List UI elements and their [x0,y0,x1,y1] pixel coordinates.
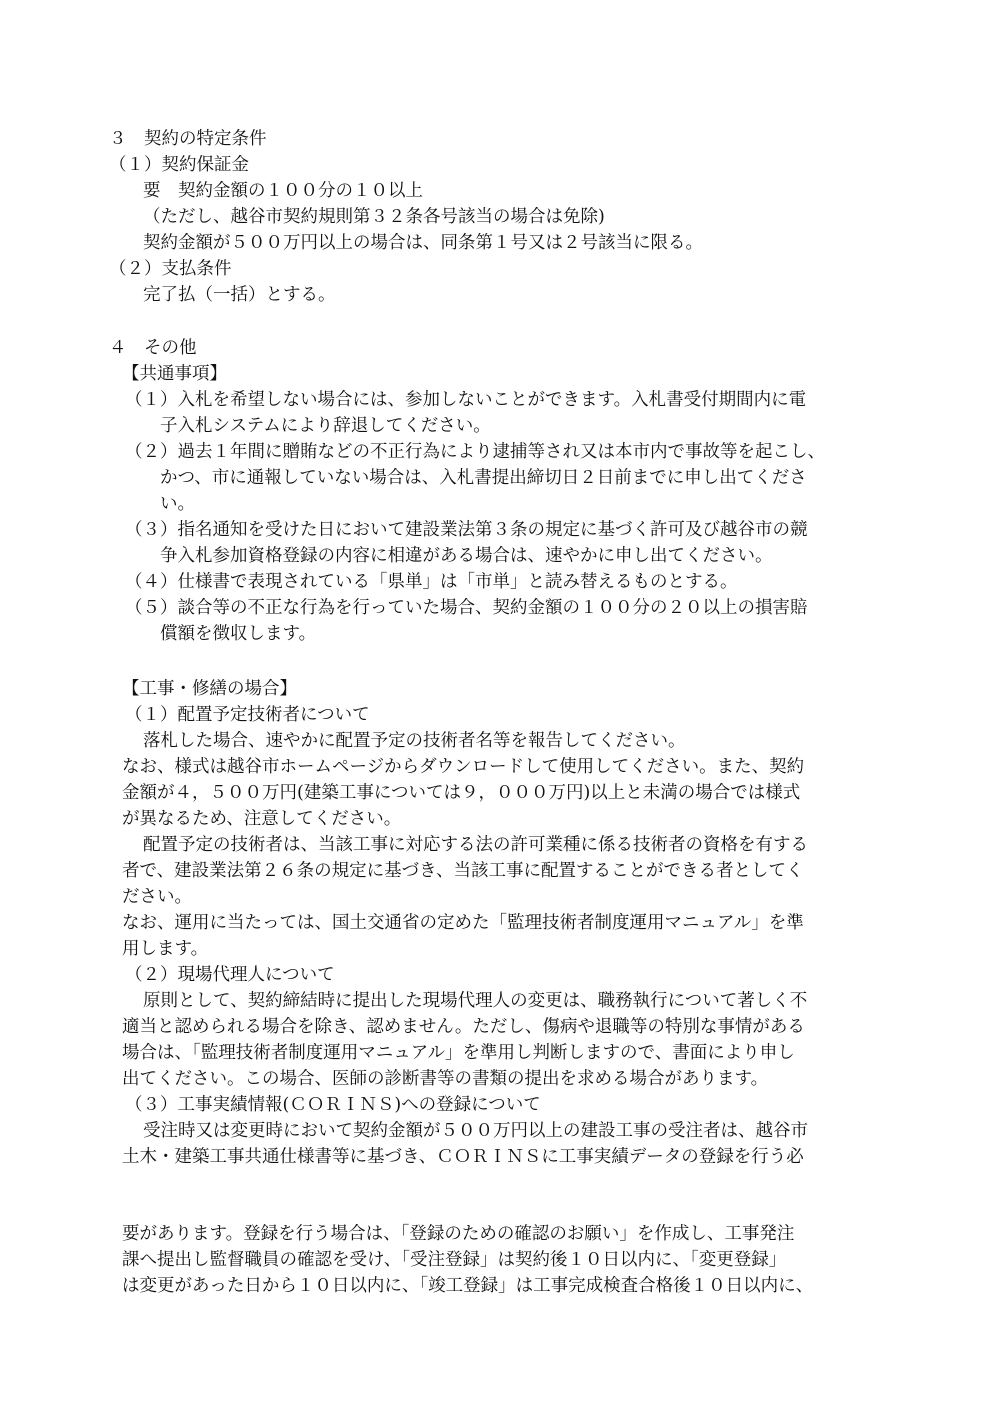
text-line: （１）入札を希望しない場合には、参加しないことができます。入札書受付期間内に電 [125,390,807,410]
text-line: （ただし、越谷市契約規則第３２条各号該当の場合は免除) [143,207,605,227]
text-line: 場合は、「監理技術者制度運用マニュアル」を準用し判断しますので、書面により申し [122,1043,795,1063]
text-line: なお、様式は越谷市ホームページからダウンロードして使用してください。また、契約 [122,757,805,777]
text-line: い。 [160,494,195,514]
section-3-heading: ３ 契約の特定条件 [109,129,267,149]
section-4-heading: ４ その他 [109,338,197,358]
text-line: 土木・建築工事共通仕様書等に基づき、ＣＯＲＩＮＳに工事実績データの登録を行う必 [122,1147,804,1167]
text-line: 完了払（一括）とする。 [143,285,336,305]
site-agent-heading: （２）現場代理人について [125,965,335,985]
text-line: 金額が４，５００万円(建築工事については９，０００万円)以上と未満の場合では様式 [122,783,801,803]
corins-heading: （３）工事実績情報(ＣＯＲＩＮＳ)への登録について [125,1095,541,1115]
text-line: 配置予定の技術者は、当該工事に対応する法の許可業種に係る技術者の資格を有する [143,835,808,855]
text-line: かつ、市に通報していない場合は、入札書提出締切日２日前までに申し出てくださ [160,468,807,488]
text-line: （５）談合等の不正な行為を行っていた場合、契約金額の１００分の２０以上の損害賠 [125,598,808,618]
text-line: 受注時又は変更時において契約金額が５００万円以上の建設工事の受注者は、越谷市 [143,1121,808,1141]
text-line: 出てください。この場合、医師の診断書等の書類の提出を求める場合があります。 [122,1069,769,1089]
text-line: 用します。 [122,939,209,959]
text-line: 子入札システムにより辞退してください。 [160,416,491,436]
payment-terms-heading: （２）支払条件 [109,259,232,279]
text-line: 要があります。登録を行う場合は、「登録のための確認のお願い」を作成し、工事発注 [122,1224,795,1244]
text-line: 者で、建設業法第２６条の規定に基づき、当該工事に配置することができる者としてく [122,861,804,881]
text-line: 償額を徴収します。 [160,624,317,644]
text-line: （３）指名通知を受けた日において建設業法第３条の規定に基づく許可及び越谷市の競 [125,520,808,540]
text-line: 課へ提出し監督職員の確認を受け、「受注登録」は契約後１０日以内に、「変更登録」 [122,1250,787,1270]
text-line: （４）仕様書で表現されている「県単」は「市単」と読み替えるものとする。 [125,572,738,592]
text-line: 契約金額が５００万円以上の場合は、同条第１号又は２号該当に限る。 [143,233,703,253]
text-line: 落札した場合、速やかに配置予定の技術者名等を報告してください。 [143,731,686,751]
text-line: 適当と認められる場合を除き、認めません。ただし、傷病や退職等の特別な事情がある [122,1017,805,1037]
text-line: （２）過去１年間に贈賄などの不正行為により逮捕等され又は本市内で事故等を起こし、 [125,442,825,462]
text-line: ださい。 [122,887,192,907]
text-line: 争入札参加資格登録の内容に相違がある場合は、速やかに申し出てください。 [160,546,773,566]
text-line: なお、運用に当たっては、国土交通省の定めた「監理技術者制度運用マニュアル」を準 [122,913,804,933]
contract-deposit-heading: （１）契約保証金 [109,155,249,175]
text-line: 原則として、契約締結時に提出した現場代理人の変更は、職務執行について著しく不 [143,991,808,1011]
text-line: が異なるため、注意してください。 [122,809,402,829]
common-items-heading: 【共通事項】 [122,364,227,384]
text-line: 要 契約金額の１００分の１０以上 [143,181,423,201]
works-repairs-heading: 【工事・修繕の場合】 [122,679,297,699]
text-line: は変更があった日から１０日以内に、「竣工登録」は工事完成検査合格後１０日以内に、 [122,1276,814,1296]
engineer-heading: （１）配置予定技術者について [125,705,370,725]
